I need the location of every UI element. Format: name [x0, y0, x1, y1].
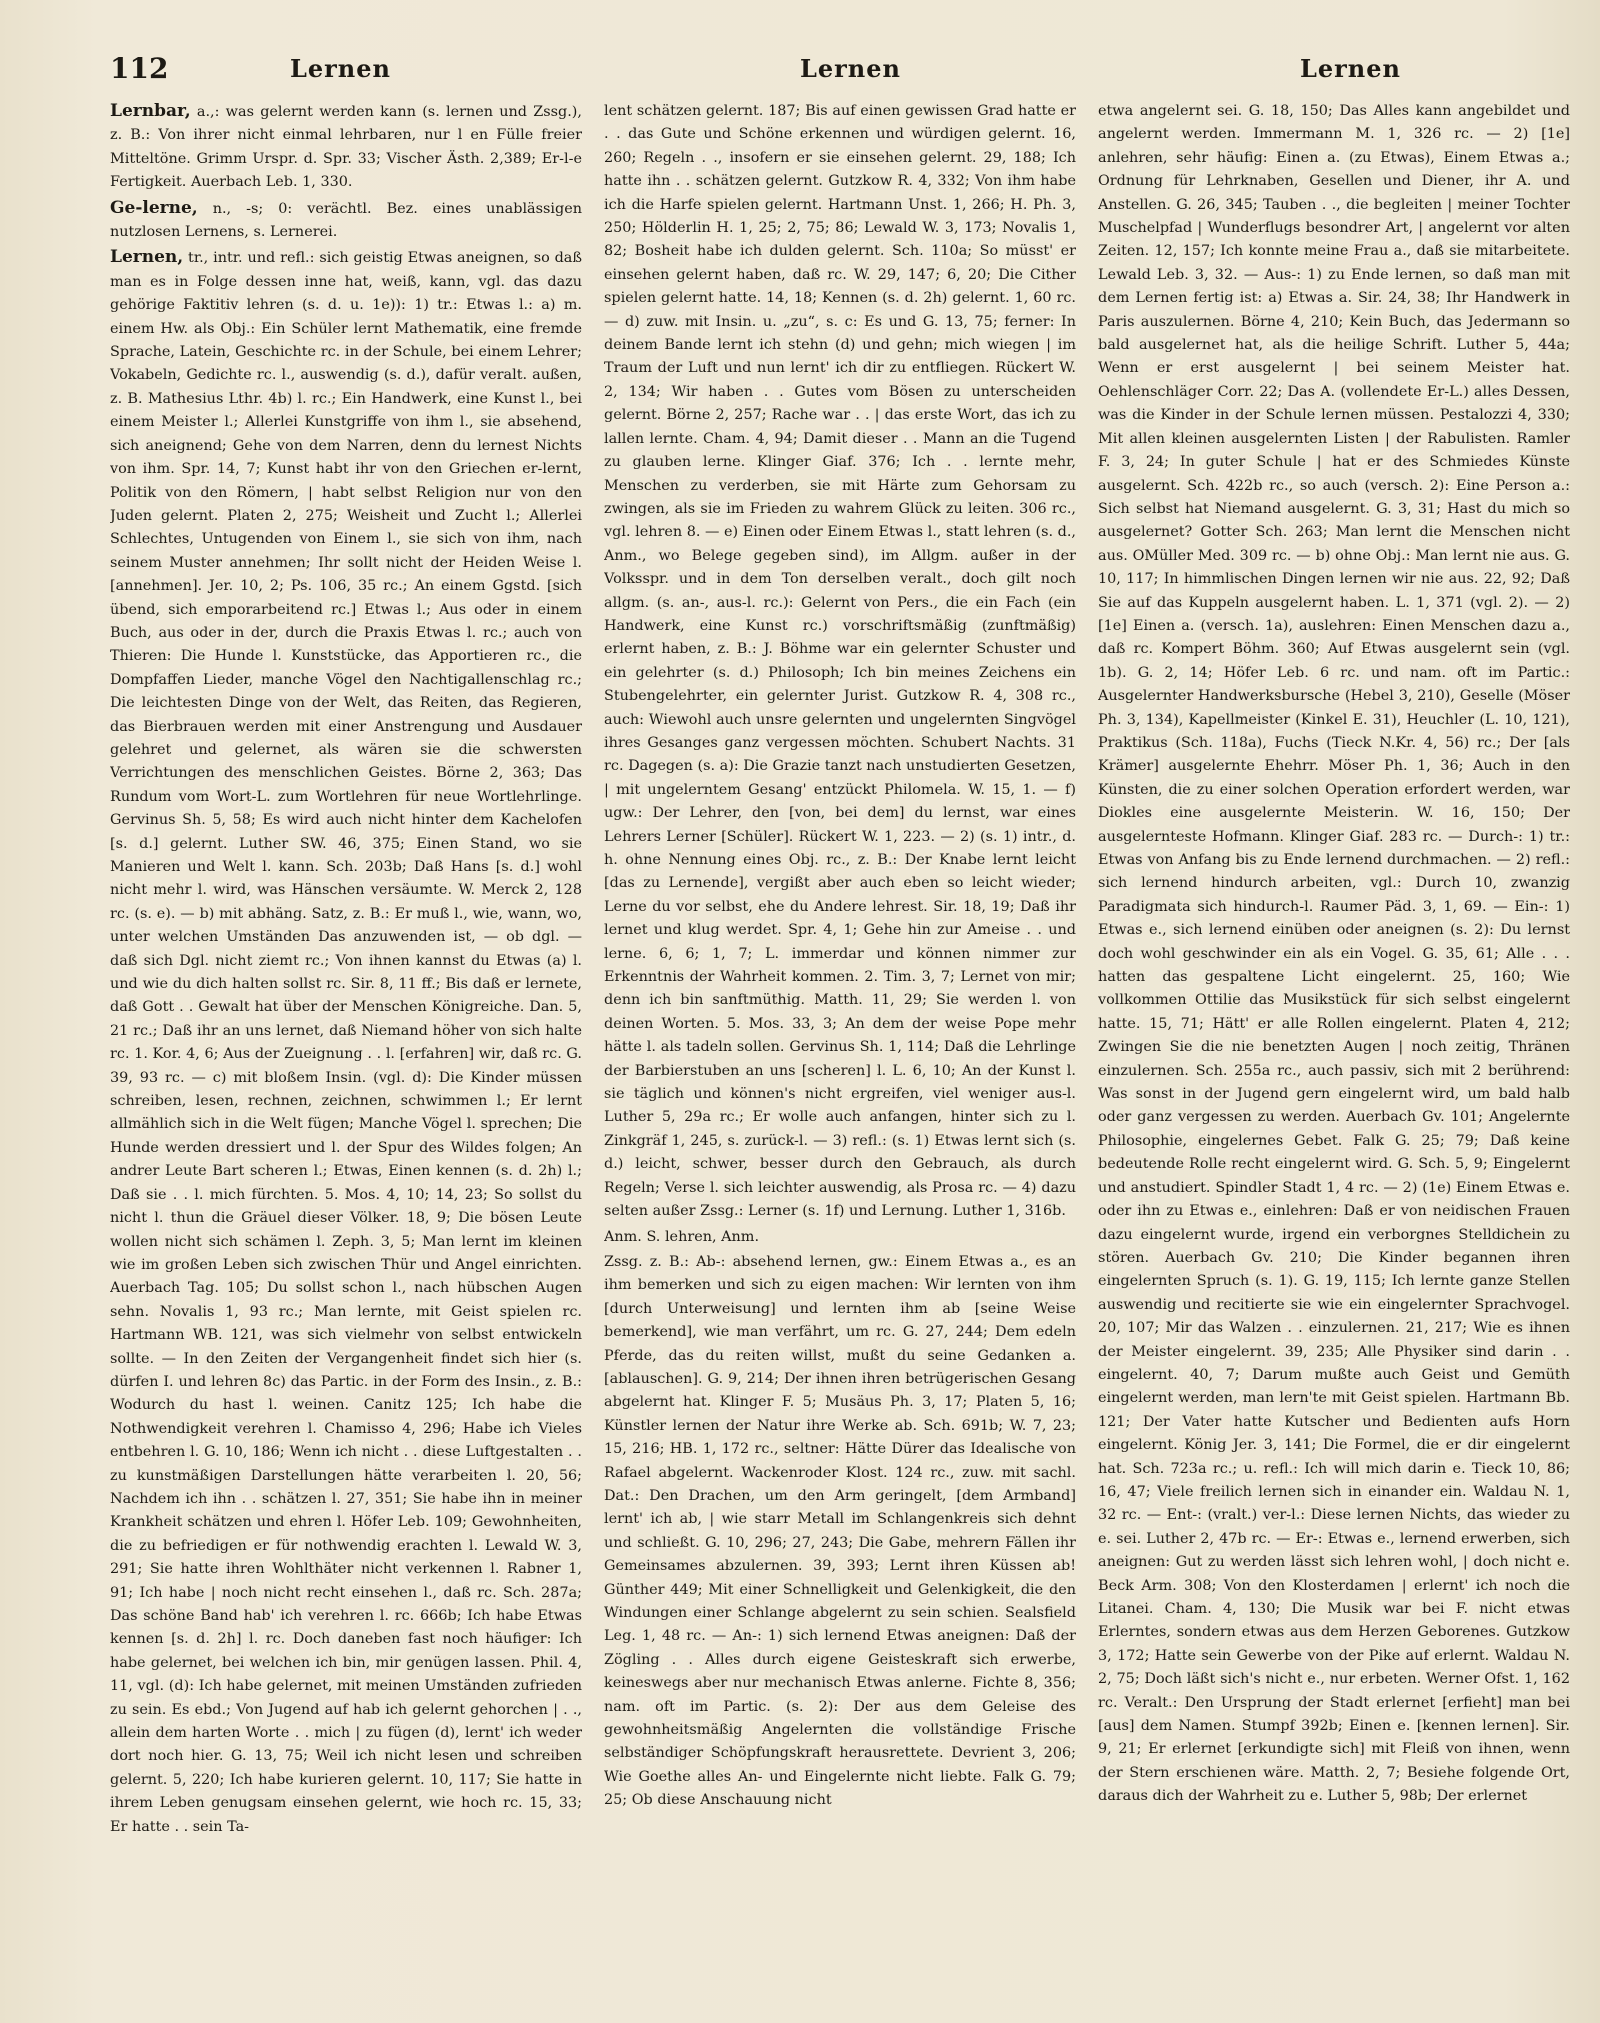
entry-text: n., -s; 0: verächtl. Bez. eines unablässigen nutzlosen Lernens, s. Lernerei.: [110, 200, 582, 241]
entry: [604, 1251, 1076, 1813]
column-3: [1098, 100, 1570, 2000]
entry: [1098, 100, 1570, 1809]
text-columns: [110, 100, 1570, 2000]
page-number: 112: [110, 52, 169, 85]
entry: [604, 100, 1076, 1224]
running-head-right: Lernen: [1300, 54, 1401, 83]
entry-text: etwa angelernt sei. G. 18, 150; Das Alles kann angebildet und angelernt werden. Immermann M. 1, 326 rc. — 2) [1e] anlehren, sehr häufig: Einen a. (zu Etwas), Einem Etwas a.; Ordnung für Lehrknaben, Gesellen und Diener, ihr A. und Anstellen. G. 26, 345; Tauben . ., die begleiten | meiner Tochter Muschelpfad | Wunderflugs besondrer Art, | angelernt vor alten Zeiten. 12, 157; Ich konnte meine Frau a., daß sie mitarbeitete. Lewald Leb. 3, 32. — Aus-: 1) zu Ende lernen, so daß man mit dem Lernen fertig ist: a) Etwas a. Sir. 24, 38; Ihr Handwerk in Paris auszulernen. Börne 4, 210; Kein Buch, das Jedermann so bald ausgelernet hat, als die heilige Schrift. Luther 5, 44a; Wenn er erst ausgelernt | bei seinem Meister hat. Oehlenschläger Corr. 22; Das A. (vollendete Er-L.) alles Dessen, was die Kinder in der Schule lernen müssen. Pestalozzi 4, 330; Mit allen kleinen ausgelernten Listen | der Rabulisten. Ramler F. 3, 24; In guter Schule | hat er des Schmiedes Künste ausgelernt. Sch. 422b rc., so auch (versch. 2): Eine Person a.: Sich selbst hat Niemand ausgelernt. G. 3, 31; Hast du mich so ausgelernet? Gotter Sch. 263; Man lernt die Menschen nicht aus. OMüller Med. 309 rc. — b) ohne Obj.: Man lernt nie aus. G. 10, 117; In himmlischen Dingen lernen wir nie aus. 22, 92; Daß Sie auf das Kuppeln ausgelernt haben. L. 1, 371 (vgl. 2). — 2) [1e] Einen a. (versch. 1a), auslehren: Einen Menschen dazu a., daß rc. Kompert Böhm. 360; Auf Etwas ausgelernt sein (vgl. 1b). G. 2, 14; Höfer Leb. 6 rc. und nam. oft im Partic.: Ausgelernter Handwerksbursche (Hebel 3, 210), Geselle (Möser Ph. 3, 134), Kapellmeister (Kinkel E. 31), Heuchler (L. 10, 121), Praktikus (Sch. 118a), Fuchs (Tieck N.Kr. 4, 56) rc.; Der [als Krämer] ausgelernte Ehehrr. Möser Ph. 1, 36; Auch in den Künsten, die zu einer solchen Operation erfordert werden, war Diokles eine ausgelernte Meisterin. W. 16, 150; Der ausgelernteste Hofmann. Klinger Giaf. 283 rc. — Durch-: 1) tr.: Etwas von Anfang bis zu Ende lernend durchmachen. — 2) refl.: sich lernend hindurch arbeiten, vgl.: Durch 10, zwanzig Paradigmata sich hindurch-l. Raumer Päd. 3, 1, 69. — Ein-: 1) Etwas e., sich lernend einüben oder aneignen (s. 2): Du lernst doch wohl geschwinder ein als ein Vogel. G. 35, 61; Alle . . . hatten das gespaltene Licht eingelernt. 25, 160; Wie vollkommen Ottilie das Musikstück für sich selbst eingelernt hatte. 15, 71; Hätt' er alle Rollen eingelernt. Platen 4, 212; Zwingen Sie die nie benetzten Augen | noch zeitig, Thränen einzulernen. Sch. 255a rc., auch passiv, sich mit 2 berührend: Was sonst in der Jugend gern eingelernt wird, um bald halb oder ganz vergessen zu werden. Auerbach Gv. 101; Angelernte Philosophie, eingelernes Gebet. Falk G. 25; 79; Daß keine bedeutende Rolle recht eingelernt wird. G. Sch. 5, 9; Eingelernt und anstudiert. Spindler Stadt 1, 4 rc. — 2) (1e) Einem Etwas e. oder ihn zu Etwas e., einlehren: Daß er von neidischen Frauen dazu eingelernt wurde, irgend ein verborgnes Stelldichein zu stören. Auerbach Gv. 210; Die Kinder begannen ihren eingelernten Spruch (s. 1). G. 19, 115; Ich lernte ganze Stellen auswendig und recitierte sie wie ein eingelernter Sprachvogel. 20, 107; Mir das Walzen . . einzulernen. 21, 217; Wie es ihnen der Meister eingelernt. 39, 235; Alle Physiker sind darin . . eingelernt. 40, 7; Darum mußte auch Geist und Gemüth eingelernt werden, man lern'te mit Geist spielen. Hartmann Bb. 121; Der Vater hatte Kutscher und Bedienten aufs Horn eingelernt. König Jer. 3, 141; Die Formel, die er dir eingelernt hat. Sch. 723a rc.; u. refl.: Ich will mich darin e. Tieck 10, 86; 16, 47; Viele freilich lernen sich in einander ein. Waldau N. 1, 32 rc. — Ent-: (vralt.) ver-l.: Diese lernen Nichts, das wieder zu e. sei. Luther 2, 47b rc. — Er-: Etwas e., lernend erwerben, sich aneignen: Gut zu werden lässt sich lehren wohl, | doch nicht e. Beck Arm. 308; Von den Klosterdamen | erlernt' ich noch die Litanei. Cham. 4, 130; Die Musik war bei F. nicht etwas Erlerntes, sondern etwas aus dem Herzen Geborenes. Gutzkow 3, 172; Hatte sein Gewerbe von der Pike auf erlernt. Waldau N. 2, 75; Doch läßt sich's nicht e., nur erbeten. Werner Ofst. 1, 162 rc. Veralt.: Den Ursprung der Stadt erlernet [erfieht] man bei [aus] dem Namen. Stumpf 392b; Einen e. [kennen lernen]. Sir. 9, 21; Er erlernet [erkundigte sich] mit Fleiß von ihnen, wenn der Stern erschienen wäre. Matth. 2, 7; Besiehe folgende Ort, daraus dich der Wahrheit zu e. Luther 5, 98b; Der erlernet: [1098, 103, 1570, 1805]
headword: Lernbar,: [110, 101, 191, 121]
entry: [110, 197, 582, 245]
entry-note: [604, 1226, 1076, 1249]
entry: [110, 246, 582, 1839]
headword: Ge-lerne,: [110, 197, 198, 218]
column-1: [110, 100, 582, 2000]
running-head-left: Lernen: [290, 54, 391, 83]
page-header: [110, 48, 1560, 88]
headword: Lernen,: [110, 247, 184, 268]
column-2: [604, 100, 1076, 2000]
entry-text: a.,: was gelernt werden kann (s. lernen und Zssg.), z. B.: Von ihrer nicht einmal lehrbaren, nur l en Fülle freier Mitteltöne. Grimm Urspr. d. Spr. 33; Vischer Ästh. 2,389; Er-l-e Fertigkeit. Auerbach Leb. 1, 330.: [110, 104, 582, 191]
entry-text: lent schätzen gelernt. 187; Bis auf einen gewissen Grad hatte er . . das Gute und Schöne erkennen und würdigen gelernt. 16, 260; Regeln . ., insofern er sie einsehen gelernt. 29, 188; Ich hatte ihn . . schätzen gelernt. Gutzkow R. 4, 332; Von ihm habe ich die Harfe spielen gelernt. Hartmann Unst. 1, 266; H. Ph. 3, 250; Hölderlin H. 1, 25; 2, 75; 86; Lewald W. 3, 173; Novalis 1, 82; Bosheit habe ich dulden gelernt. Sch. 110a; So müsst' er einsehen gelernt haben, daß rc. W. 29, 147; 6, 20; Die Cither spielen gelernt hatte. 14, 18; Kennen (s. d. 2h) gelernt. 1, 60 rc. — d) zuw. mit Insin. u. „zu“, s. c: Es und G. 13, 75; ferner: In deinem Bande lernt ich stehn (d) und gehn; mich wiegen | im Traum der Luft und nun lernt' ich dir zu entfliegen. Rückert W. 2, 134; Wir haben . . Gutes vom Bösen zu unterscheiden gelernt. Börne 2, 257; Rache war . . | das erste Wort, das ich zu lallen lernte. Cham. 4, 94; Damit dieser . . Mann an die Tugend zu glauben lerne. Klinger Giaf. 376; Ich . . lernte mehr, Menschen zu verderben, sie mit Härte zum Gehorsam zu zwingen, als sie im Frieden zu wahrem Glück zu leiten. 306 rc., vgl. lehren 8. — e) Einen oder Einem Etwas l., statt lehren (s. d., Anm., wo Belege gegeben sind), im Allgm. außer in der Volksspr. und in dem Ton derselben veralt., doch gilt noch allgm. (s. an-, aus-l. rc.): Gelernt von Pers., die ein Fach (ein Handwerk, eine Kunst rc.) vorschriftsmäßig (zunftmäßig) erlernt haben, z. B.: J. Böhme war ein gelernter Schuster und ein gelehrter (s. d.) Philosoph; Ich bin meines Zeichens ein Stubengelehrter, ein gelernter Jurist. Gutzkow R. 4, 308 rc., auch: Wiewohl auch unsre gelernten und ungelernten Singvögel ihres Gesanges ganz vergessen möchten. Schubert Nachts. 31 rc. Dagegen (s. a): Die Grazie tanzt nach unstudierten Gesetzen, | mit ungelerntem Gesang' entzückt Philomela. W. 15, 1. — f) ugw.: Der Lehrer, den [von, bei dem] du lernst, war eines Lehrers Lerner [Schüler]. Rückert W. 1, 223. — 2) (s. 1) intr., d. h. ohne Nennung eines Obj. rc., z. B.: Der Knabe lernt leicht [das zu Lernende], vergißt aber auch eben so leicht wieder; Lerne du vor selbst, ehe du Andere lehrest. Sir. 18, 19; Daß ihr lernet und klug werdet. Spr. 4, 1; Gehe hin zur Ameise . . und lerne. 6, 6; 1, 7; L. immerdar und können nimmer zur Erkenntnis der Wahrheit kommen. 2. Tim. 3, 7; Lernet von mir; denn ich bin sanftmüthig. Matth. 11, 29; Sie werden l. von deinen Worten. 5. Mos. 33, 3; An dem der weise Pope mehr hätte l. als tadeln sollen. Gervinus Sh. 1, 114; Daß die Lehrlinge der Barbierstuben an uns [scheren] l. L. 6, 10; An der Kunst l. sie täglich und können's nicht ergreifen, viel weniger aus-l. Luther 5, 29a rc.; Er wolle auch anfangen, hinter sich zu l. Zinkgräf 1, 245, s. zurück-l. — 3) refl.: (s. 1) Etwas lernt sich (s. d.) leicht, schwer, besser durch den Gebrauch, als durch Regeln; Verse l. sich leichter auswendig, als Prosa rc. — 4) dazu selten außer Zssg.: Lerner (s. 1f) und Lernung. Luther 1, 316b.: [604, 103, 1076, 1220]
entry-text: Zssg. z. B.: Ab-: absehend lernen, gw.: Einem Etwas a., es an ihm bemerken und sich zu eigen machen: Wir lernten von ihm [durch Unterweisung] und lernten ihm ab [seine Weise bemerkend], wie man verfährt, um rc. G. 27, 244; Dem edeln Pferde, das du reiten willst, mußt du seine Gedanken a. [ablauschen]. G. 9, 214; Der ihnen ihren betrügerischen Gesang abgelernt hat. Klinger F. 5; Musäus Ph. 3, 17; Platen 5, 16; Künstler lernen der Natur ihre Werke ab. Sch. 691b; W. 7, 23; 15, 216; HB. 1, 172 rc., seltner: Hätte Dürer das Idealische von Rafael abgelernt. Wackenroder Klost. 124 rc., zuw. mit sachl. Dat.: Den Drachen, um den Arm geringelt, [dem Armband] lernt' ich ab, | wie starr Metall im Schlangenkreis sich dehnt und schließt. G. 10, 296; 27, 243; Die Gabe, mehrern Fällen ihr Gemeinsames abzulernen. 39, 393; Lernt ihren Küssen ab! Günther 449; Mit einer Schnelligkeit und Gelenkigkeit, die den Windungen einer Schlange abgelernt zu sein schien. Sealsfield Leg. 1, 48 rc. — An-: 1) sich lernend Etwas aneignen: Daß der Zögling . . Alles durch eigene Geisteskraft sich erwerbe, keineswegs aber nur mechanisch Etwas anlerne. Fichte 8, 356; nam. oft im Partic. (s. 2): Der aus dem Geleise des gewohnheitsmäßig Angelernten die vollständige Frische selbständiger Schöpfungskraft herausrettete. Devrient 3, 206; Wie Goethe alles An- und Eingelernte nicht liebte. Falk G. 79; 25; Ob diese Anschauung nicht: [604, 1253, 1076, 1809]
running-head-center: Lernen: [800, 54, 901, 83]
entry: [110, 100, 582, 195]
entry-text: Anm. S. lehren, Anm.: [604, 1228, 760, 1245]
entry-text: tr., intr. und refl.: sich geistig Etwas aneignen, so daß man es in Folge dessen inne hat, weiß, kann, vgl. das dazu gehörige Faktitiv lehren (s. d. u. 1e)): 1) tr.: Etwas l.: a) m. einem Hw. als Obj.: Ein Schüler lernt Mathematik, eine fremde Sprache, Latein, Geschichte rc. in der Schule, bei einem Lehrer; Vokabeln, Gedichte rc. l., auswendig (s. d.), dafür veralt. außen, z. B. Mathesius Lthr. 4b) l. rc.; Ein Handwerk, eine Kunst l., bei einem Meister l.; Allerlei Kunstgriffe von ihm l., sie absehend, sich aneignend; Gehe von dem Narren, denn du lernest Nichts von ihm. Spr. 14, 7; Kunst habt ihr von den Griechen er-lernt, Politik von den Römern, | habt selbst Religion nur von den Juden gelernt. Platen 2, 275; Weisheit und Zucht l.; Allerlei Schlechtes, Untugenden von Einem l., sie sich von ihm, nach seinem Muster annehmen; Ihr sollt nicht der Heiden Weise l. [annehmen]. Jer. 10, 2; Ps. 106, 35 rc.; An einem Ggstd. [sich übend, sich emporarbeitend rc.] Etwas l.; Aus oder in einem Buch, aus oder in der, durch die Praxis Etwas l. rc.; auch von Thieren: Die Hunde l. Kunststücke, das Apportieren rc., die Dompfaffen Lieder, manche Vögel den Nachtigallenschlag rc.; Die leichtesten Dinge von der Welt, das Reiten, das Regieren, das Bierbrauen werden mit einer Anstrengung und Ausdauer gelehret und gelernet, als wären sie die schwersten Verrichtungen des menschlichen Geistes. Börne 2, 363; Das Rundum vom Wort-L. zum Wortlehren für neue Wortlehrlinge. Gervinus Sh. 5, 58; Es wird auch nicht hinter dem Kachelofen [s. d.] gelernt. Luther SW. 46, 375; Einen Stand, wo sie Manieren und Welt l. kann. Sch. 203b; Daß Hans [s. d.] wohl nicht mehr l. wird, was Hänschen versäumte. W. Merck 2, 128 rc. (s. e). — b) mit abhäng. Satz, z. B.: Er muß l., wie, wann, wo, unter welchen Umständen Das anzuwenden ist, — ob dgl. — daß sich Dgl. nicht ziemt rc.; Von ihnen kannst du Etwas (a) l. und wie du dich halten sollst rc. Sir. 8, 11 ff.; Bis daß er lernete, daß Gott . . Gewalt hat über der Menschen Königreiche. Dan. 5, 21 rc.; Daß ihr an uns lernet, daß Niemand höher von sich halte rc. 1. Kor. 4, 6; Aus der Zueignung . . l. [erfahren] wir, daß rc. G. 39, 93 rc. — c) mit bloßem Insin. (vgl. d): Die Kinder müssen schreiben, lesen, rechnen, zeichnen, schwimmen l.; Er lernt allmählich sich in die Welt fügen; Manche Vögel l. sprechen; Die Hunde werden dressiert und l. der Spur des Wildes folgen; An andrer Leute Bart scheren l.; Etwas, Einen kennen (s. d. 2h) l.; Daß sie . . l. mich fürchten. 5. Mos. 4, 10; 14, 23; So sollst du nicht l. thun die Gräuel dieser Völker. 18, 9; Die bösen Leute wollen nicht sich schämen l. Zeph. 3, 5; Man lernt im kleinen wie im großen Leben sich zwischen Thür und Angel einrichten. Auerbach Tag. 105; Du sollst schon l., nach hübschen Augen sehn. Novalis 1, 93 rc.; Man lernte, mit Geist spielen rc. Hartmann WB. 121, was sich vielmehr von selbst entwickeln sollte. — In den Zeiten der Vergangenheit findet sich hier (s. dürfen I. und lehren 8c) das Partic. in der Form des Insin., z. B.: Wodurch du hast l. weinen. Canitz 125; Ich habe die Nothwendigkeit verehren l. Chamisso 4, 296; Habe ich Vieles entbehren l. G. 10, 186; Wenn ich nicht . . diese Luftgestalten . . zu kunstmäßigen Darstellungen hätte verarbeiten l. 20, 56; Nachdem ich ihn . . schätzen l. 27, 351; Sie habe ihn in meiner Krankheit schätzen und ehren l. Höfer Leb. 109; Gewohnheiten, die zu befriedigen er für nothwendig erachten l. Lewald W. 3, 291; Sie hatte ihren Wohlthäter nicht verkennen l. Rabner 1, 91; Ich habe | noch nicht recht einsehen l., daß rc. Sch. 287a; Das schöne Band hab' ich verehren l. rc. 666b; Ich habe Etwas kennen [s. d. 2h] l. rc. Doch daneben fast noch häufiger: Ich habe gelernet, bei welchen ich bin, mir genügen lassen. Phil. 4, 11, vgl. (d): Ich habe gelernet, mit meinen Umständen zufrieden zu sein. Es ebd.; Von Jugend auf hab ich gelernt gehorchen | . ., allein dem harten Worte . . mich | zu fügen (d), lernt' ich weder dort noch hier. G. 13, 75; Weil ich nicht lesen und schreiben gelernt. 5, 220; Ich habe kurieren gelernt. 10, 117; Sie hatte in ihrem Leben genugsam einsehen gelernt, wie hoch rc. 15, 33; Er hatte . . sein Ta-: [110, 250, 582, 1835]
